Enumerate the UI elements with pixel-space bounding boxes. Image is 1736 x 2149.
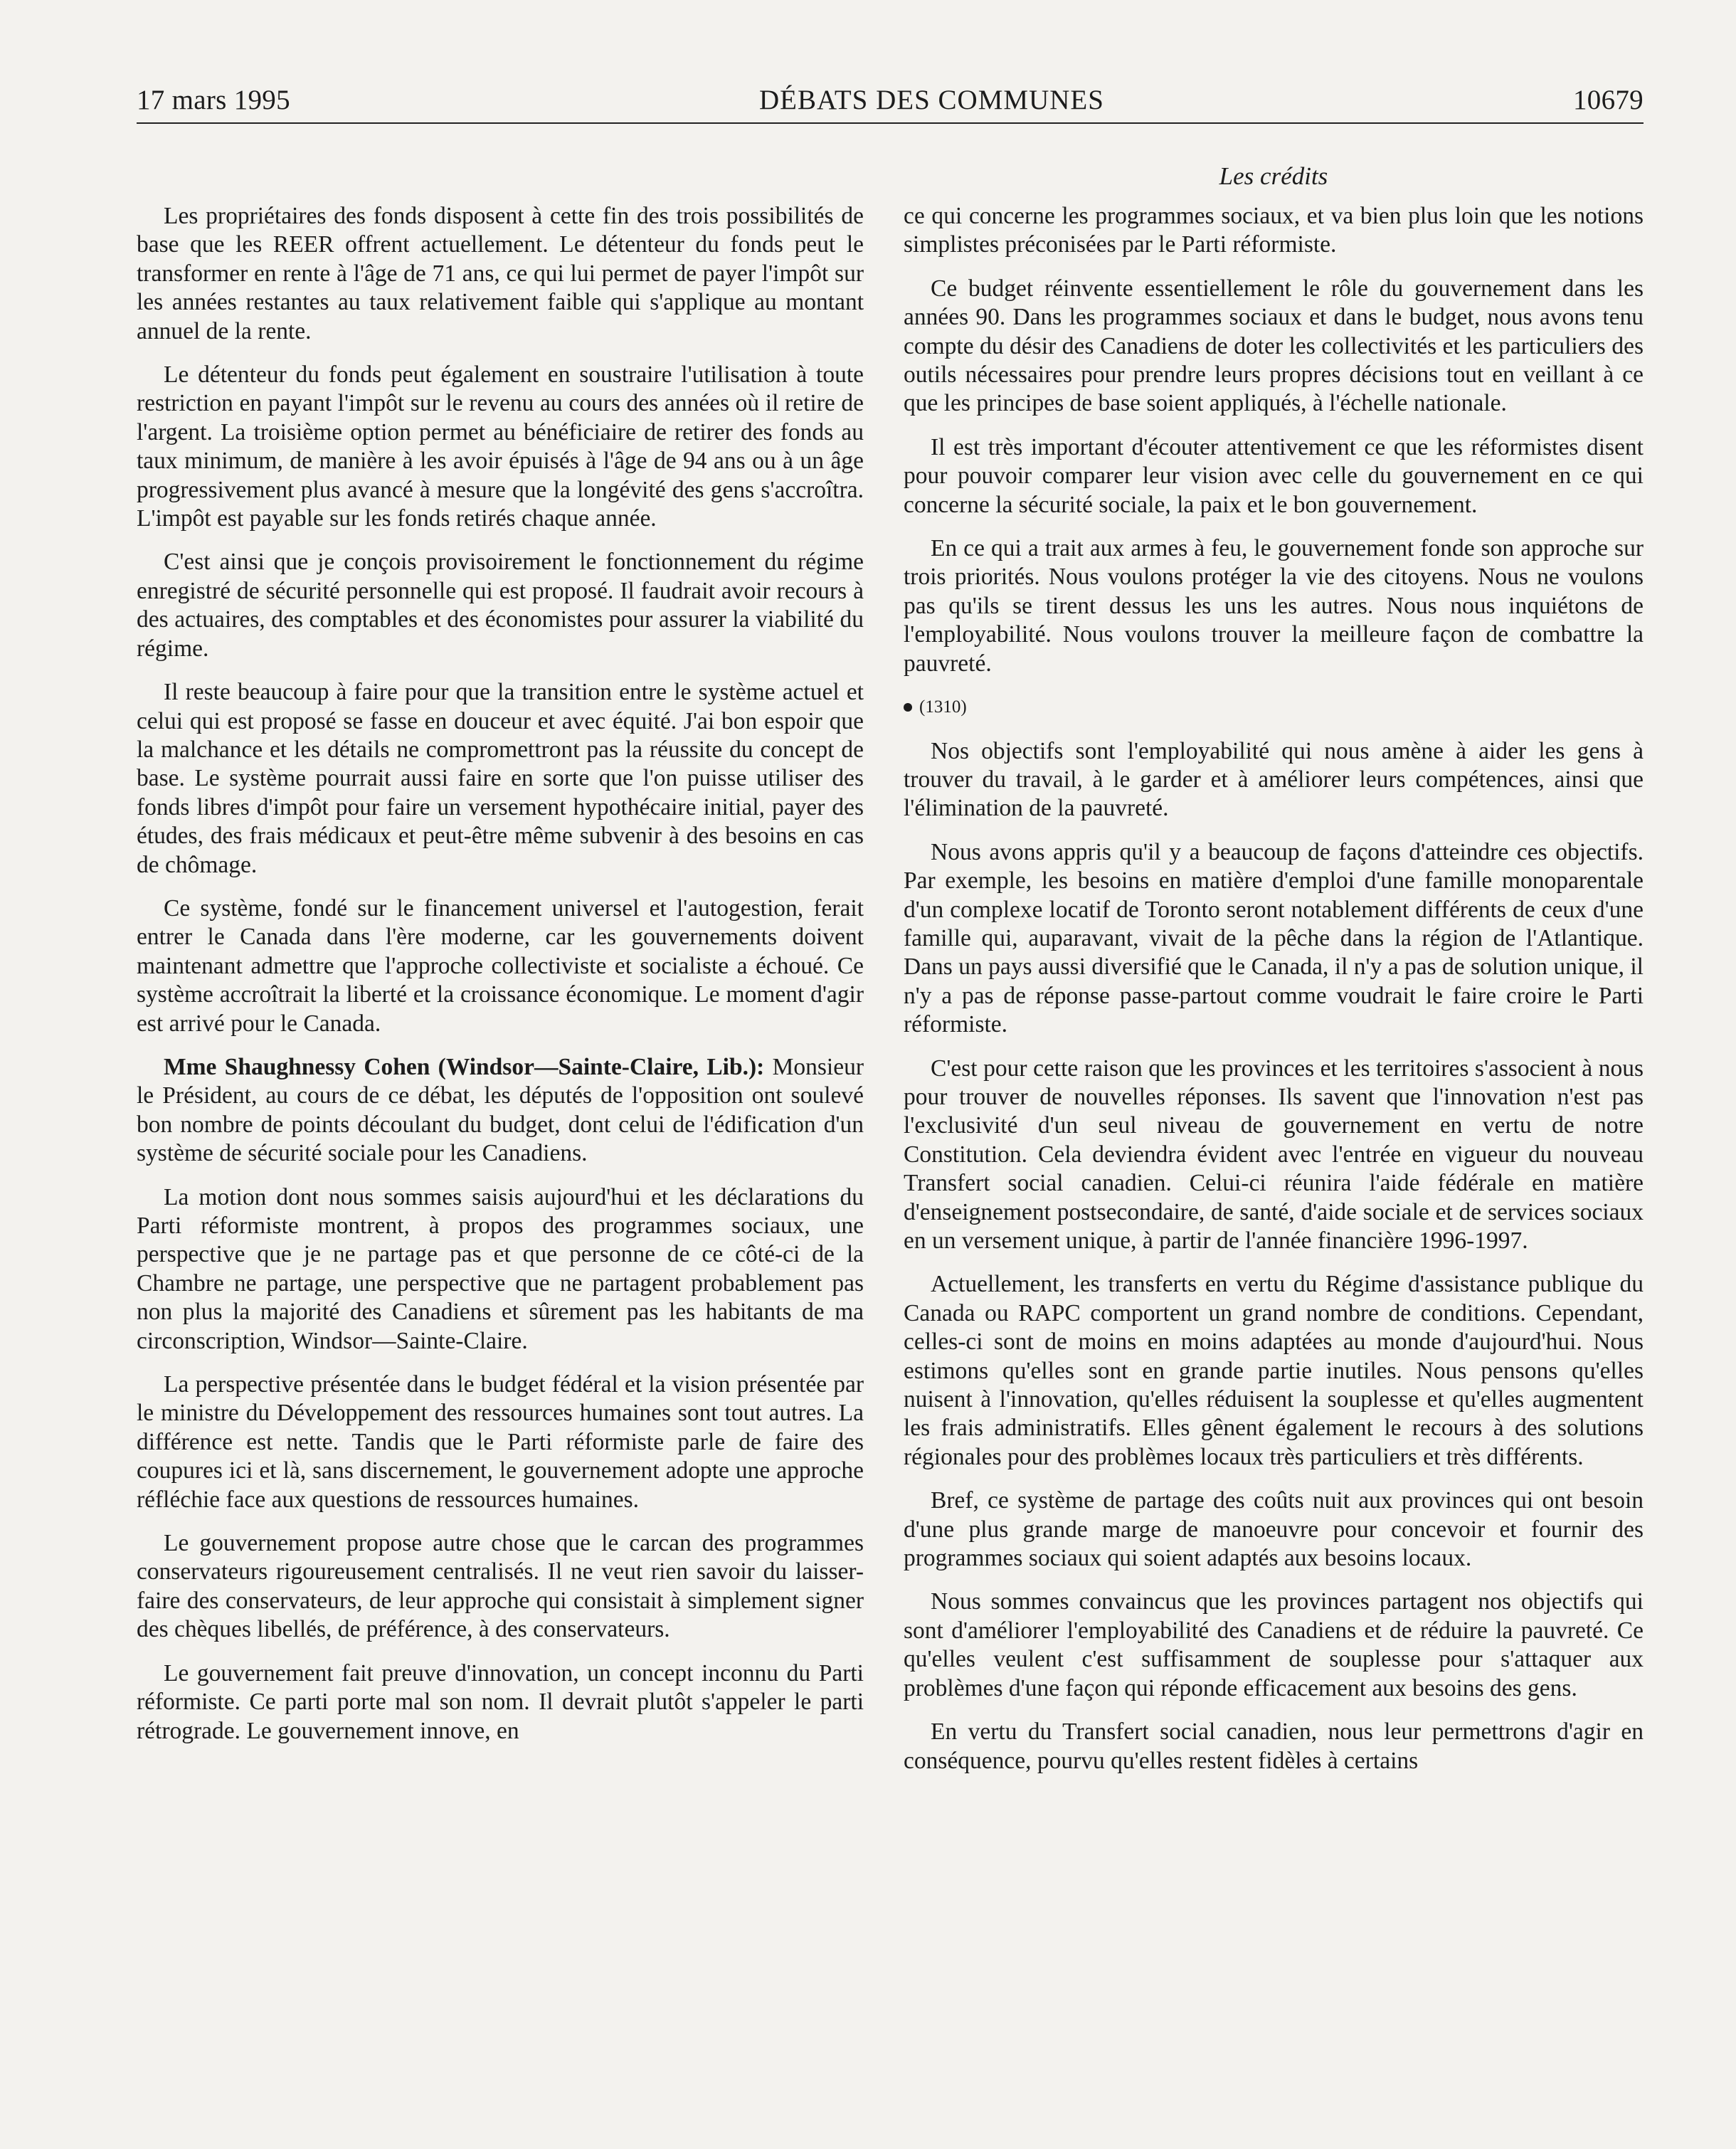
paragraph: Ce budget réinvente essentiellement le rôle du gouvernement dans les années 90. Dans les programmes sociaux et dans le budget, nous avons tenu compte du désir des Canadiens de doter les collectivités et les particuliers des outils nécessaires pour prendre leurs propres décisions tout en veillant à ce que les principes de base soient appliqués, à l'échelle nationale. — [904, 275, 1644, 417]
paragraph: Ce système, fondé sur le financement universel et l'autogestion, ferait entrer le Canada dans l'ère moderne, car les gouvernements doivent maintenant admettre que l'approche collectiviste et socialiste a échoué. Ce système accroîtrait la liberté et la croissance économique. Le moment d'agir est arrivé pour le Canada. — [137, 894, 864, 1037]
time-marker-text: (1310) — [919, 697, 967, 717]
paragraph: La perspective présentée dans le budget fédéral et la vision présentée par le ministre du Développement des ressources humaines sont tout autres. La différence est nette. Tandis que le Parti réformiste parle de faire des coupures ici et là, sans discernement, le gouvernement adopte une approche réfléchie face aux questions de ressources humaines. — [137, 1371, 864, 1513]
paragraph: Bref, ce système de partage des coûts nuit aux provinces qui ont besoin d'une plus grande marge de manoeuvre pour concevoir et fournir des programmes sociaux qui soient adaptés aux besoins locaux. — [904, 1487, 1644, 1572]
header-page-number: 10679 — [1572, 85, 1644, 115]
paragraph: Le détenteur du fonds peut également en soustraire l'utilisation à toute restriction en payant l'impôt sur le revenu au cours des années où il retire de l'argent. La troisième option permet au bénéficiaire de retirer des fonds au taux minimum, de manière à les avoir épuisés à l'âge de 94 ans ou à un âge progressivement plus avancé à mesure que la longévité des gens s'accroîtra. L'impôt est payable sur les fonds retirés chaque année. — [137, 361, 864, 532]
paragraph: ce qui concerne les programmes sociaux, et va bien plus loin que les notions simplistes préconisées par le Parti réformiste. — [904, 203, 1644, 258]
section-title: Les crédits — [1219, 162, 1328, 190]
paragraph: C'est ainsi que je conçois provisoirement le fonctionnement du régime enregistré de sécurité personnelle qui est proposé. Il faudrait avoir recours à des actuaires, des comptables et des économistes pour assurer la viabilité du régime. — [137, 549, 864, 662]
paragraph: Le gouvernement propose autre chose que le carcan des programmes conservateurs rigoureusement centralisés. Il ne veut rien savoir du laisser-faire des conservateurs, de leur approche qui consistait à simplement signer des chèques libellés, de préférence, à des conservateurs. — [137, 1530, 864, 1643]
paragraph: La motion dont nous sommes saisis aujourd'hui et les déclarations du Parti réformiste montrent, à propos des programmes sociaux, une perspective que je ne partage pas et que personne de ce côté-ci de la Chambre ne partage, une perspective que ne partagent probablement pas non plus la majorité des Canadiens et sûrement pas les habitants de ma circonscription, Windsor—Sainte-Claire. — [137, 1183, 864, 1354]
paragraph: En vertu du Transfert social canadien, nous leur permettrons d'agir en conséquence, pourvu qu'elles restent fidèles à certains — [904, 1718, 1644, 1774]
paragraph: Nous avons appris qu'il y a beaucoup de façons d'atteindre ces objectifs. Par exemple, les besoins en matière d'emploi d'une famille monoparentale d'un complexe locatif de Toronto seront notablement différents de ceux d'une famille qui, auparavant, vivait de la pêche dans la région de l'Atlantique. Dans un pays aussi diversifié que le Canada, il n'y a pas de solution unique, il n'y a pas de réponse passe-partout comme voudrait le faire croire le Parti réformiste. — [904, 838, 1644, 1038]
speaker-paragraph — [137, 1053, 864, 1168]
page-header — [137, 84, 1644, 116]
speaker-text: Monsieur le Président, au cours de ce débat, les députés de l'opposition ont soulevé bon nombre de points découlant du budget, dont celui de l'édification d'un système de sécurité sociale pour les Canadiens. — [137, 1053, 864, 1167]
paragraph: Les propriétaires des fonds disposent à cette fin des trois possibilités de base que les REER offrent actuellement. Le détenteur du fonds peut le transformer en rente à l'âge de 71 ans, ce qui lui permet de payer l'impôt sur les années restantes au taux relativement faible qui s'applique au montant annuel de la rente. — [137, 203, 864, 344]
paragraph: C'est pour cette raison que les provinces et les territoires s'associent à nous pour trouver de nouvelles réponses. Ils savent que l'innovation n'est pas l'exclusivité d'un seul niveau de gouvernement en vertu de notre Constitution. Cela deviendra évident avec l'entrée en vigueur du nouveau Transfert social canadien. Celui-ci réunira l'aide fédérale en matière d'enseignement postsecondaire, de santé, d'aide sociale et de services sociaux en un versement unique, à partir de l'année financière 1996-1997. — [904, 1055, 1644, 1254]
paragraph: Nos objectifs sont l'employabilité qui nous amène à aider les gens à trouver du travail, à le garder et à améliorer leurs compétences, ainsi que l'élimination de la pauvreté. — [904, 737, 1644, 822]
paragraph: Nous sommes convaincus que les provinces partagent nos objectifs qui sont d'améliorer l'employabilité des Canadiens et de réduire la pauvreté. Ce qu'elles veulent c'est suffisamment de souplesse pour s'attaquer aux problèmes d'une façon qui réponde efficacement aux besoins des gens. — [904, 1588, 1644, 1701]
right-column — [904, 202, 1644, 1790]
paragraph: En ce qui a trait aux armes à feu, le gouvernement fonde son approche sur trois priorités. Nous voulons protéger la vie des citoyens. Nous ne voulons pas qu'ils se tirent dessus les uns les autres. Nous nous inquiétons de l'employabilité. Nous voulons trouver la meilleure façon de combattre la pauvreté. — [904, 535, 1644, 677]
header-rule — [137, 122, 1644, 124]
paragraph: Actuellement, les transferts en vertu du Régime d'assistance publique du Canada ou RAPC comportent un grand nombre de conditions. Cependant, celles-ci sont de moins en moins adaptées au monde d'aujourd'hui. Nous estimons qu'elles sont en grande partie inutiles. Nous pensons qu'elles nuisent à l'innovation, qu'elles réduisent la souplesse et qu'elles augmentent les frais administratifs. Elles gênent également le recours à des solutions régionales pour des problèmes locaux très particuliers et très différents. — [904, 1271, 1644, 1470]
speaker-name: Mme Shaughnessy Cohen (Windsor—Sainte-Claire, Lib.): — [164, 1053, 765, 1080]
left-column — [137, 202, 864, 1760]
paragraph: Le gouvernement fait preuve d'innovation, un concept inconnu du Parti réformiste. Ce parti porte mal son nom. Il devrait plutôt s'appeler le parti rétrograde. Le gouvernement innove, en — [137, 1659, 864, 1744]
header-date: 17 mars 1995 — [137, 85, 290, 115]
bullet-icon — [904, 703, 912, 712]
paragraph: Il est très important d'écouter attentivement ce que les réformistes disent pour pouvoir comparer leur vision avec celle du gouvernement en ce qui concerne la sécurité sociale, la paix et le bon gouvernement. — [904, 433, 1644, 518]
time-marker — [904, 693, 1644, 722]
paragraph: Il reste beaucoup à faire pour que la transition entre le système actuel et celui qui est proposé se fasse en douceur et avec équité. J'ai bon espoir que la malchance et les détails ne compromettront pas la réussite du concept de base. Le système pourrait aussi faire en sorte que l'on puisse utiliser des fonds libres d'impôt pour faire un versement hypothécaire initial, payer des études, des frais médicaux et peut-être même subvenir à des besoins en cas de chômage. — [137, 679, 864, 878]
header-title: DÉBATS DES COMMUNES — [759, 85, 1104, 115]
